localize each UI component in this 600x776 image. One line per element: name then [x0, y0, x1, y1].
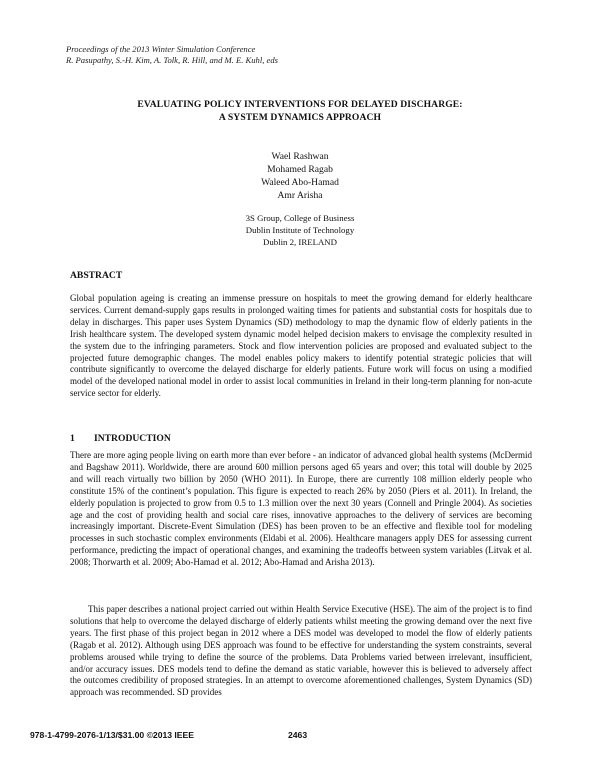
paper-title-line2: A SYSTEM DYNAMICS APPROACH	[218, 112, 382, 123]
paper-title-line1: EVALUATING POLICY INTERVENTIONS FOR DELAYED DISCHARGE:	[137, 99, 463, 110]
section-title: INTRODUCTION	[94, 433, 171, 444]
proceedings-header	[66, 44, 546, 66]
page-number: 2463	[288, 730, 308, 740]
author-name: Waleed Abo-Hamad	[261, 177, 339, 188]
introduction-paragraph-1: There are more aging people living on earth more than ever before - an indicator of advanced global health systems (McDermid and Bagshaw 2011). Worldwide, there are around 600 million persons aged 65 years and over; this total will double by 2025 and will reach virtually two billion by 2050 (WHO 2011). In Europe, there are currently 108 million elderly people who constitute 15% of the continent’s population. This figure is expected to reach 26% by 2050 (Piers et al. 2011). In Ireland, the elderly population is projected to grow from 0.5 to 1.3 million over the next 30 years (Connell and Pringle 2004). As societies age and the cost of providing health and social care rises, innovative approaches to the delivery of services are becoming increasingly important. Discrete-Event Simulation (DES) has been proven to be an effective and flexible tool for modeling processes in such stochastic complex environments (Eldabi et al. 2006). Healthcare managers apply DES for assessing current performance, predicting the impact of operational changes, and examining the tradeoffs between system variables (Litvak et al. 2008; Thorwarth et al. 2009; Abo-Hamad et al. 2012; Abo-Hamad and Arisha 2013).	[70, 450, 532, 568]
proceedings-editors: R. Pasupathy, S.-H. Kim, A. Tolk, R. Hill, and M. E. Kuhl, eds	[66, 55, 278, 65]
affiliation-line: Dublin 2, IRELAND	[262, 237, 338, 247]
author-name: Wael Rashwan	[271, 151, 329, 162]
abstract-text: Global population ageing is creating an immense pressure on hospitals to meet the growing demand for elderly healthcare services. Current demand-supply gaps results in prolonged waiting times for patients and substantial costs for hospitals due to delay in discharges. This paper uses System Dynamics (SD) methodology to map the dynamic flow of elderly patients in the Irish healthcare system. The developed system dynamic model helped decision makers to envisage the complexity resulted in the system due to the infringing parameters. Stock and flow intervention policies are proposed and evaluated subject to the projected future demographic changes. The model enables policy makers to identify potential strategic policies that will contribute significantly to overcome the delayed discharge for elderly patients. Future work will focus on using a modified model of the developed national model in order to assist local communities in Ireland in their long-term planning for non-acute service sector for elderly.	[70, 293, 532, 399]
author-list	[150, 150, 450, 202]
introduction-paragraph-2: This paper describes a national project carried out within Health Service Executive (HSE). The aim of the project is to find solutions that help to overcome the delayed discharge of elderly patients whilst meeting the growing demand over the next five years. The first phase of this project began in 2012 where a DES model was developed to model the flow of elderly patients (Ragab et al. 2012). Although using DES approach was found to be effective for understanding the system constraints, several problems aroused while trying to define the source of the problems. Data Problems varied between irrelevant, insufficient, and/or accuracy issues. DES models tend to define the demand as static variable, however this is believed to adversely affect the outcomes credibility of proposed strategies. In an attempt to overcome aforementioned challenges, System Dynamics (SD) approach was recommended. SD provides	[70, 604, 532, 698]
affiliation	[150, 212, 450, 248]
affiliation-line: Dublin Institute of Technology	[245, 225, 355, 235]
affiliation-line: 3S Group, College of Business	[245, 213, 355, 223]
section-number: 1	[70, 433, 75, 444]
author-name: Amr Arisha	[277, 190, 323, 201]
footer-isbn: 978-1-4799-2076-1/13/$31.00 ©2013 IEEE	[30, 730, 195, 740]
introduction-heading	[70, 433, 171, 444]
abstract-heading: ABSTRACT	[70, 270, 123, 281]
proceedings-conference: Proceedings of the 2013 Winter Simulation Conference	[66, 44, 256, 54]
author-name: Mohamed Ragab	[267, 164, 333, 175]
